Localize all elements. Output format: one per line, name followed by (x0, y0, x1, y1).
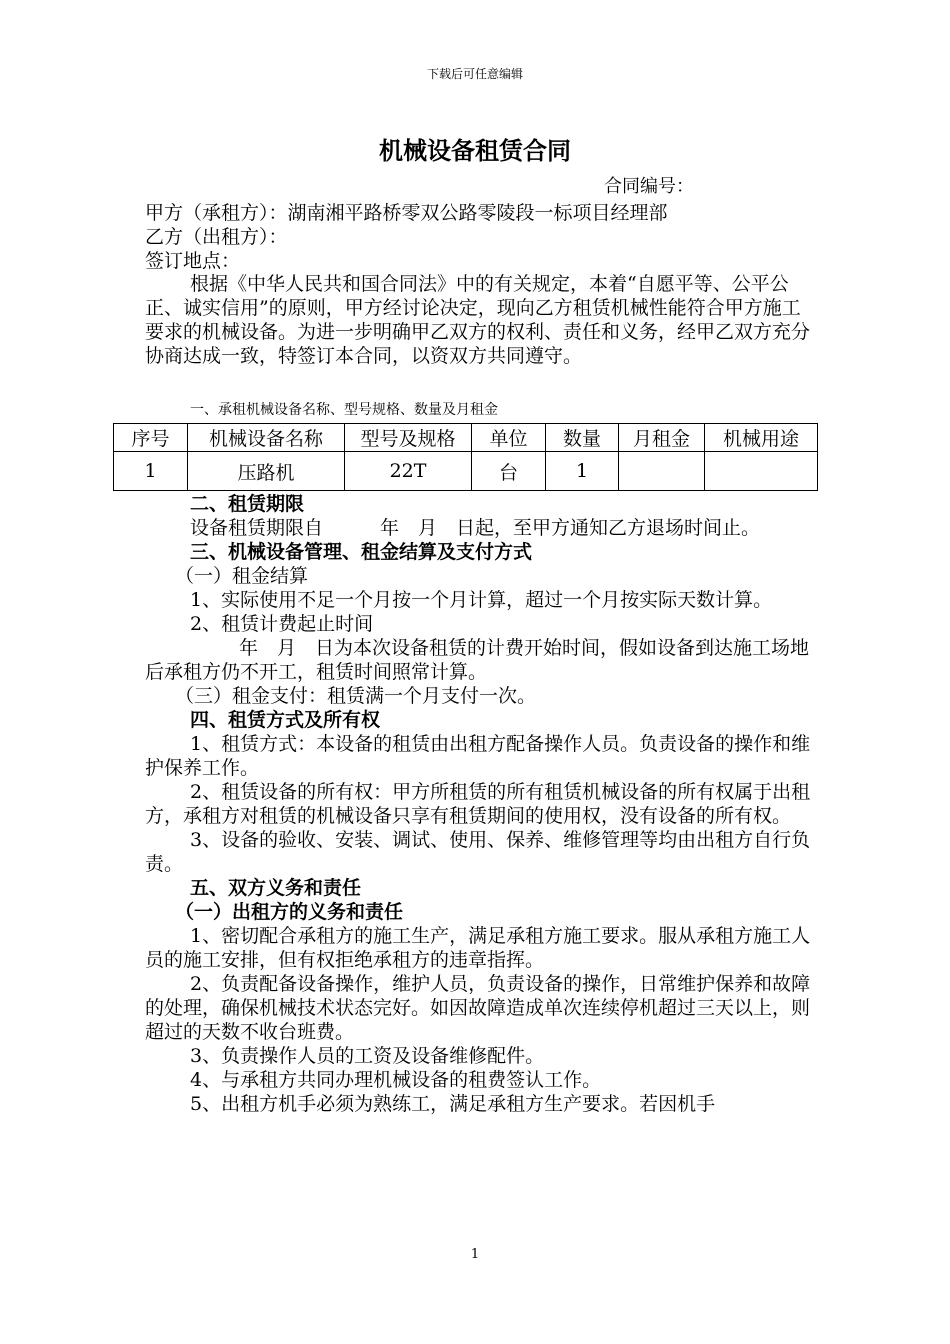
section4-item3: 3、设备的验收、安装、调试、使用、保养、维修管理等均由出租方自行负责。 (145, 829, 811, 875)
table-cell: 22T (345, 452, 472, 491)
section5-item5: 5、出租方机手必须为熟练工，满足承租方生产要求。若因机手 (190, 1093, 716, 1115)
section5-sub1: （一）出租方的义务和责任 (175, 901, 404, 923)
terms-block (145, 492, 815, 1116)
table-header-cell: 机械用途 (705, 424, 818, 452)
table-cell: 压路机 (188, 452, 345, 491)
table-row (114, 452, 818, 491)
section5-item3: 3、负责操作人员的工资及设备维修配件。 (190, 1045, 545, 1067)
table-header-cell: 月租金 (619, 424, 705, 452)
table-header-row (114, 424, 818, 452)
section4-item1: 1、租赁方式：本设备的租赁由出租方配备操作人员。负责设备的操作和维护保养工作。 (145, 733, 811, 779)
section3-heading: 三、机械设备管理、租金结算及支付方式 (190, 541, 533, 563)
parties-block (145, 201, 815, 273)
table-cell: 台 (472, 452, 546, 491)
section4-item2: 2、租赁设备的所有权：甲方所租赁的所有租赁机械设备的所有权属于出租方，承租方对租赁的机械设备只享有租赁期间的使用权，没有设备的所有权。 (145, 781, 811, 827)
section4-heading: 四、租赁方式及所有权 (190, 709, 381, 731)
sign-place: 签订地点： (145, 250, 241, 272)
section3-sub3: （三）租金支付：租赁满一个月支付一次。 (175, 685, 537, 707)
section3-item2-text: 年 月 日为本次设备租赁的计费开始时间，假如设备到达施工场地后承租方仍不开工，租赁时间照常计算。 (145, 637, 810, 683)
page-number: 1 (470, 1247, 480, 1262)
section5-heading: 五、双方义务和责任 (190, 877, 362, 899)
table-cell (705, 452, 818, 491)
table-header-cell: 数量 (546, 424, 619, 452)
section1-heading: 一、承租机械设备名称、型号规格、数量及月租金 (190, 402, 498, 418)
section3-sub1: （一）租金结算 (175, 565, 309, 587)
table-cell: 1 (114, 452, 188, 491)
section5-item4: 4、与承租方共同办理机械设备的租费签认工作。 (190, 1069, 602, 1091)
section2-heading: 二、租赁期限 (190, 493, 305, 515)
table-header-cell: 型号及规格 (345, 424, 472, 452)
header-note: 下载后可任意编辑 (426, 67, 523, 81)
intro-paragraph: 根据《中华人民共和国合同法》中的有关规定，本着“自愿平等、公平公正、诚实信用”的原则，甲方经讨论决定，现向乙方租赁机械性能符合甲方施工要求的机械设备。为进一步明确甲乙双方的权利、责任和义务，经甲乙双方充分协商达成一致，特签订本合同，以资双方共同遵守。 (145, 273, 811, 367)
equipment-table (113, 423, 818, 491)
table-header-cell: 机械设备名称 (188, 424, 345, 452)
table-cell: 1 (546, 452, 619, 491)
section3-item2: 2、租赁计费起止时间 (190, 613, 374, 635)
contract-number-label: 合同编号： (604, 176, 694, 197)
document-title: 机械设备租赁合同 (379, 136, 571, 165)
section3-item1: 1、实际使用不足一个月按一个月计算，超过一个月按实际天数计算。 (190, 589, 773, 611)
intro-block (145, 272, 815, 368)
section5-item1: 1、密切配合承租方的施工生产，满足承租方施工要求。服从承租方施工人员的施工安排，但有权拒绝承租方的违章指挥。 (145, 925, 811, 971)
party-a: 甲方（承租方）：湖南湘平路桥零双公路零陵段一标项目经理部 (145, 202, 668, 224)
table-header-cell: 单位 (472, 424, 546, 452)
party-b: 乙方（出租方）： (145, 226, 288, 248)
section5-item2: 2、负责配备设备操作，维护人员，负责设备的操作，日常维护保养和故障的处理，确保机械技术状态完好。如因故障造成单次连续停机超过三天以上，则超过的天数不收台班费。 (145, 973, 811, 1043)
table-header-cell: 序号 (114, 424, 188, 452)
section2-text: 设备租赁期限自 年 月 日起，至甲方通知乙方退场时间止。 (190, 517, 761, 539)
table-cell (619, 452, 705, 491)
